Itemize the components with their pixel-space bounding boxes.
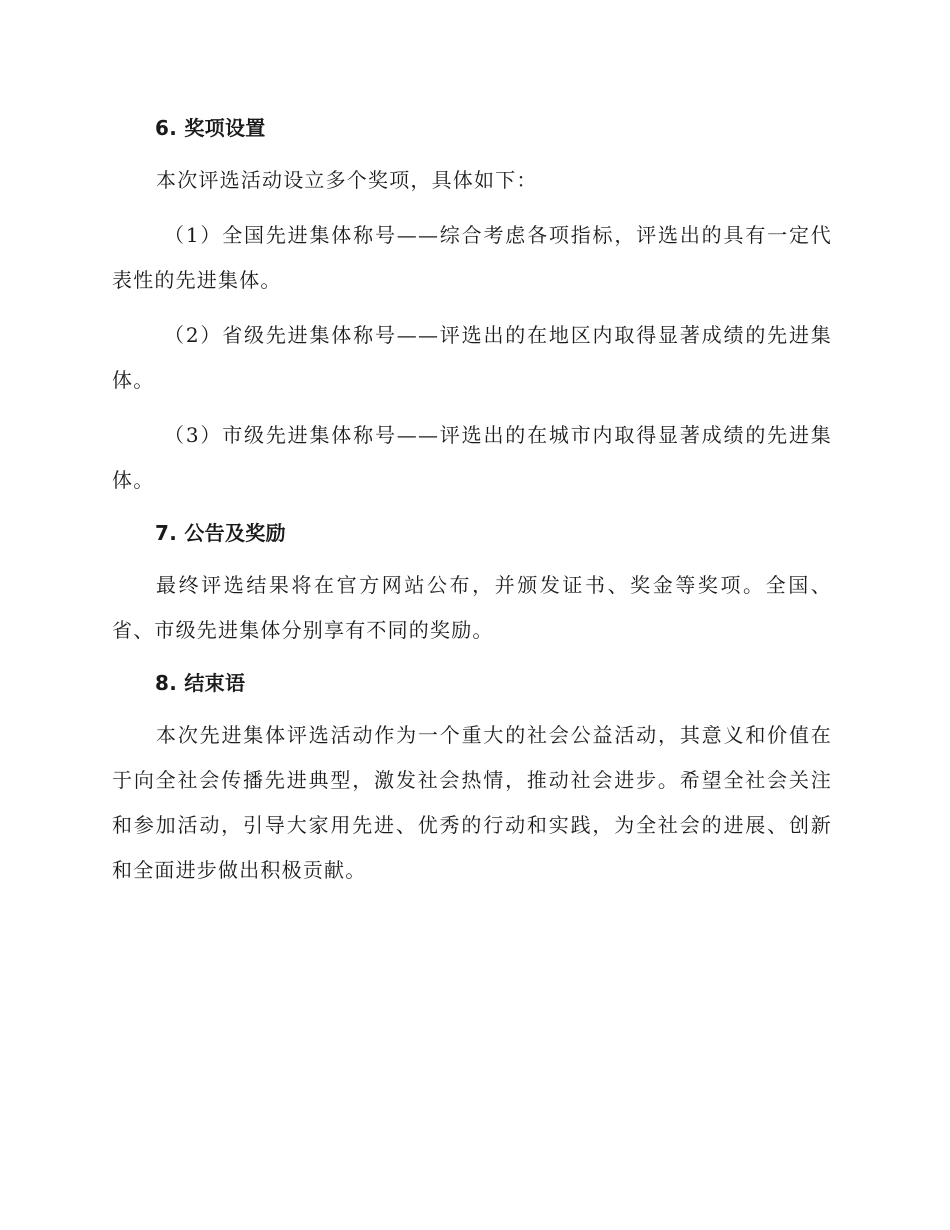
award-item-provincial: （2）省级先进集体称号——评选出的在地区内取得显著成绩的先进集体。 [112,323,832,392]
award-item-municipal: （3）市级先进集体称号——评选出的在城市内取得显著成绩的先进集体。 [112,423,832,492]
document-page [112,108,832,903]
section-8-body: 本次先进集体评选活动作为一个重大的社会公益活动，其意义和价值在于向全社会传播先进典型，激发社会热情，推动社会进步。希望全社会关注和参加活动，引导大家用先进、优秀的行动和实践，为全社会的进展、创新和全面进步做出积极贡献。 [112,723,832,882]
section-7-heading: 7. 公告及奖励 [155,521,286,545]
section-7-body: 最终评选结果将在官方网站公布，并颁发证书、奖金等奖项。全国、省、市级先进集体分别享有不同的奖励。 [112,573,832,642]
section-8-heading: 8. 结束语 [155,671,246,695]
section-6-heading: 6. 奖项设置 [155,116,266,140]
award-item-national: （1）全国先进集体称号——综合考虑各项指标，评选出的具有一定代表性的先进集体。 [112,223,832,292]
section-6-intro: 本次评选活动设立多个奖项，具体如下： [156,168,538,192]
